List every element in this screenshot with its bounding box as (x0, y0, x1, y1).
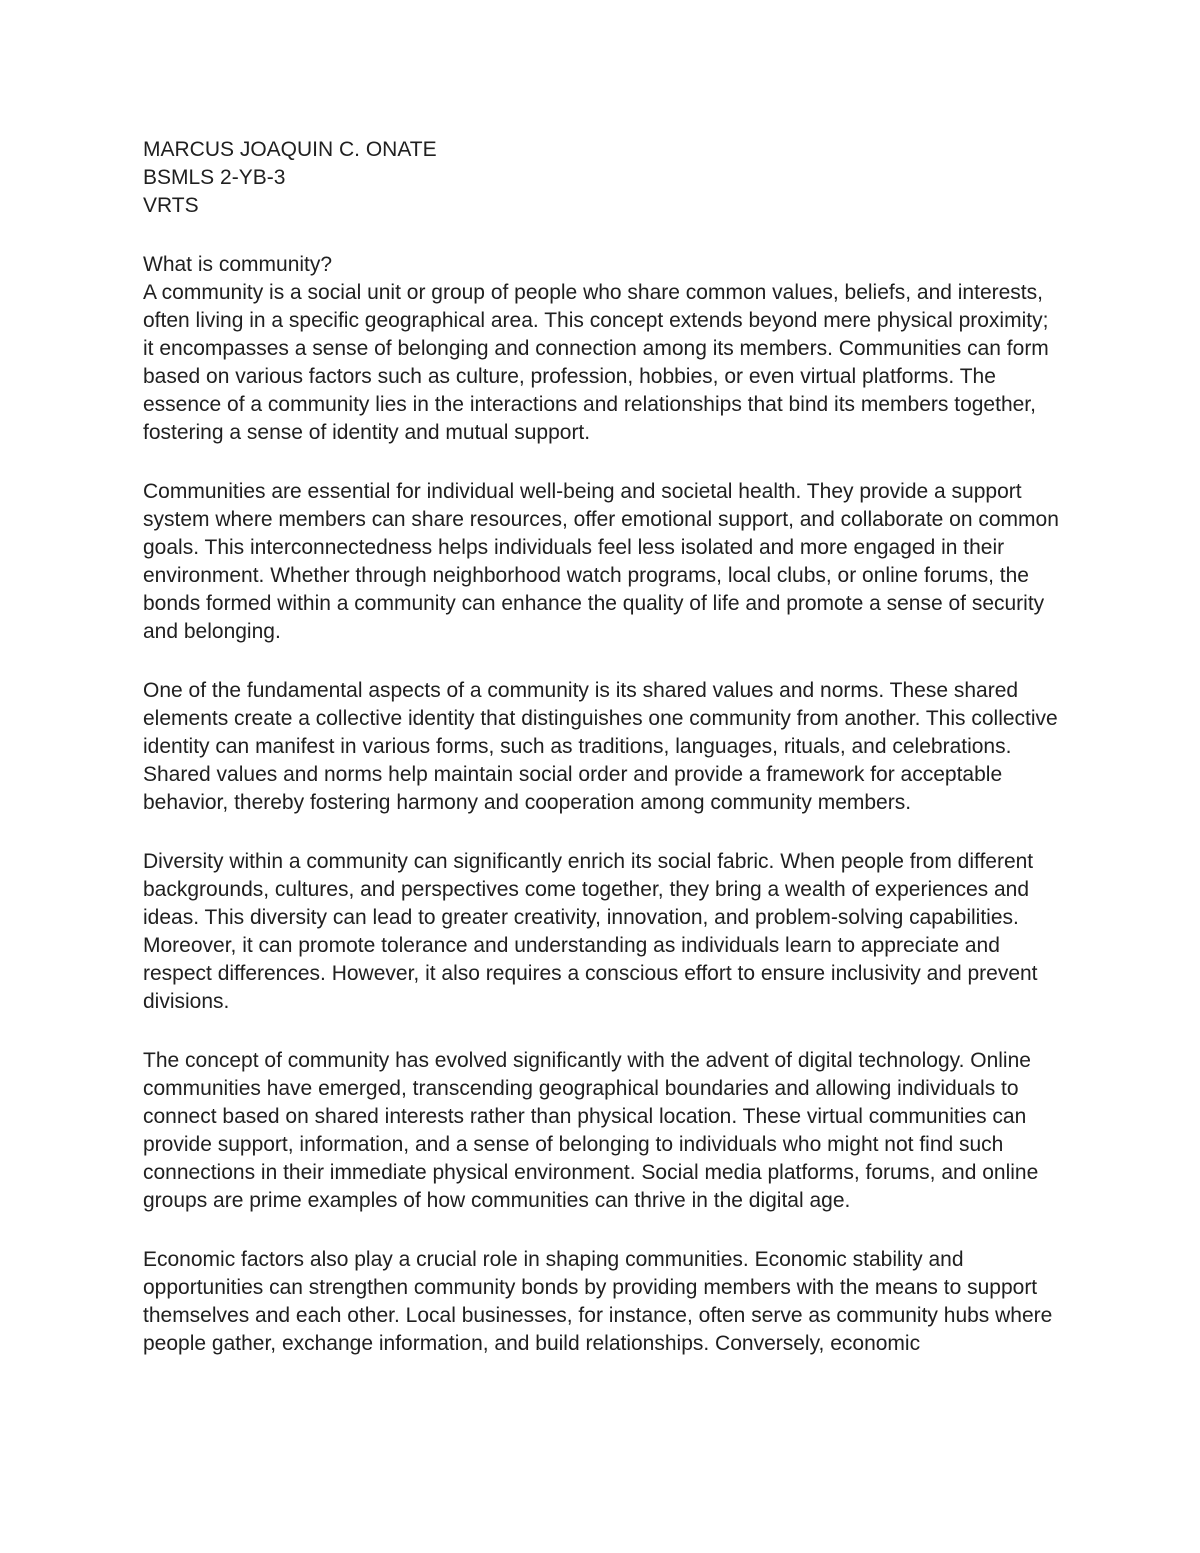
paragraph-1: A community is a social unit or group of people who share common values, beliefs, and interests, often living in a specific geographical area. This concept extends beyond mere physical proximity; it encompasses a sense of belonging and connection among its members. Communities can form based on various factors such as culture, profession, hobbies, or even virtual platforms. The essence of a community lies in the interactions and relationships that bind its members together, fostering a sense of identity and mutual support. (143, 281, 1049, 444)
paragraph-6-truncated: Economic factors also play a crucial role in shaping communities. Economic stability and opportunities can strengthen community bonds by providing members with the means to support themselves and each other. Local businesses, for instance, often serve as community hubs where people gather, exchange information, and build relationships. Conversely, economic (143, 1248, 1053, 1355)
paragraph-5: The concept of community has evolved significantly with the advent of digital technology. Online communities have emerged, transcending geographical boundaries and allowing individuals to connect based on shared interests rather than physical location. These virtual communities can provide support, information, and a sense of belonging to individuals who might not find such connections in their immediate physical environment. Social media platforms, forums, and online groups are prime examples of how communities can thrive in the digital age. (143, 1049, 1039, 1212)
paragraph-4: Diversity within a community can significantly enrich its social fabric. When people from different backgrounds, cultures, and perspectives come together, they bring a wealth of experiences and ideas. This diversity can lead to greater creativity, innovation, and problem-solving capabilities. Moreover, it can promote tolerance and understanding as individuals learn to appreciate and respect differences. However, it also requires a conscious effort to ensure inclusivity and prevent divisions. (143, 850, 1038, 1013)
document-content (143, 136, 1061, 1389)
author-block (143, 136, 1061, 220)
author-name: MARCUS JOAQUIN C. ONATE (143, 138, 437, 161)
document-heading: What is community? (143, 253, 333, 276)
course-section: BSMLS 2-YB-3 (143, 166, 286, 189)
paragraph-3: One of the fundamental aspects of a community is its shared values and norms. These shared elements create a collective identity that distinguishes one community from another. This collective identity can manifest in various forms, such as traditions, languages, rituals, and celebrations. Shared values and norms help maintain social order and provide a framework for acceptable behavior, thereby fostering harmony and cooperation among community members. (143, 679, 1058, 814)
subject-code: VRTS (143, 194, 199, 217)
paragraph-2: Communities are essential for individual well-being and societal health. They provide a support system where members can share resources, offer emotional support, and collaborate on common goals. This interconnectedness helps individuals feel less isolated and more engaged in their environment. Whether through neighborhood watch programs, local clubs, or online forums, the bonds formed within a community can enhance the quality of life and promote a sense of security and belonging. (143, 480, 1059, 643)
